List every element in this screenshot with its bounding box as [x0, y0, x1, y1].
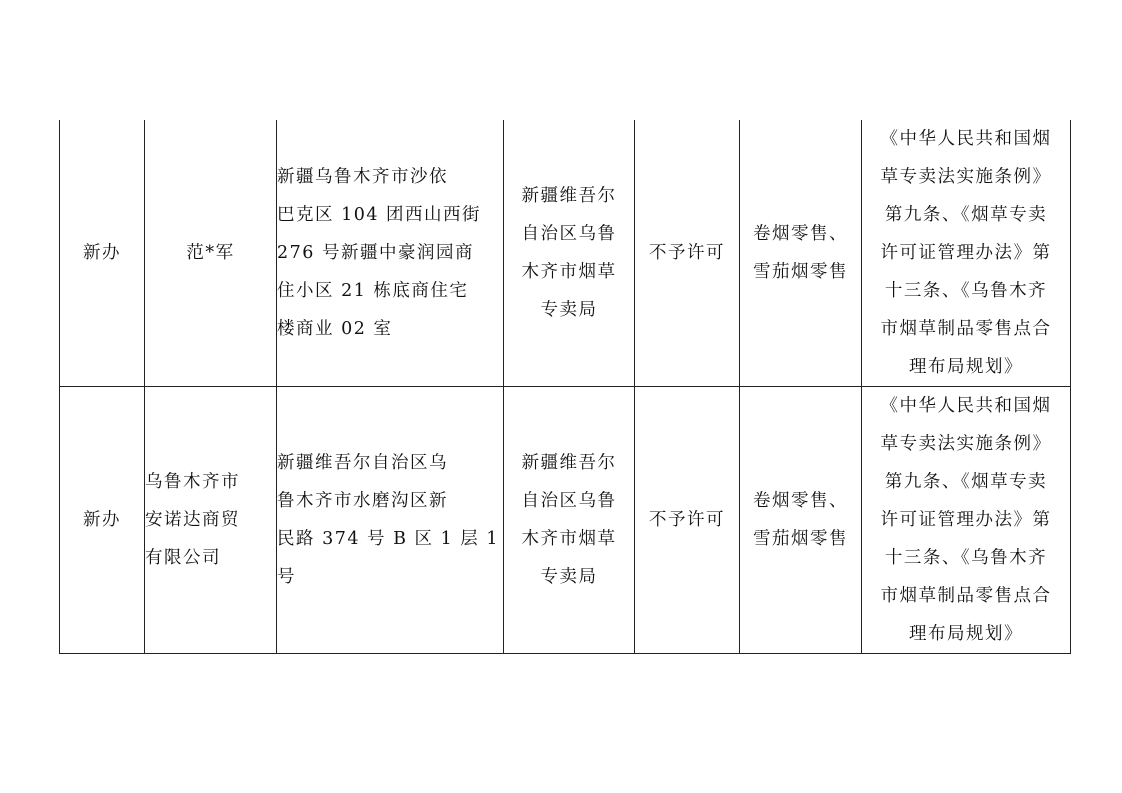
- cell-address: 新疆乌鲁木齐市沙依 巴克区 104 团西山西街 276 号新疆中豪润园商 住小区 21 栋底商住宅 楼商业 02 室: [277, 120, 504, 387]
- cell-authority: 新疆维吾尔 自治区乌鲁 木齐市烟草 专卖局: [504, 387, 635, 654]
- table-row: [60, 120, 1071, 387]
- table-row: [60, 387, 1071, 654]
- cell-decision: 不予许可: [635, 387, 740, 654]
- cell-address: 新疆维吾尔自治区乌 鲁木齐市水磨沟区新 民路 374 号 B 区 1 层 1 号: [277, 387, 504, 654]
- cell-authority: 新疆维吾尔 自治区乌鲁 木齐市烟草 专卖局: [504, 120, 635, 387]
- cell-scope: 卷烟零售、 雪茄烟零售: [740, 387, 862, 654]
- cell-type: 新办: [60, 120, 145, 387]
- cell-scope: 卷烟零售、 雪茄烟零售: [740, 120, 862, 387]
- cell-decision: 不予许可: [635, 120, 740, 387]
- cell-legal-basis: 《中华人民共和国烟 草专卖法实施条例》 第九条、《烟草专卖 许可证管理办法》第 十三条、《乌鲁木齐 市烟草制品零售点合 理布局规划》: [862, 387, 1071, 654]
- cell-name: 范*军: [145, 120, 277, 387]
- cell-type: 新办: [60, 387, 145, 654]
- cell-legal-basis: 《中华人民共和国烟 草专卖法实施条例》 第九条、《烟草专卖 许可证管理办法》第 十三条、《乌鲁木齐 市烟草制品零售点合 理布局规划》: [862, 120, 1071, 387]
- license-decision-table: [59, 120, 1071, 654]
- cell-name: 乌鲁木齐市 安诺达商贸 有限公司: [145, 387, 277, 654]
